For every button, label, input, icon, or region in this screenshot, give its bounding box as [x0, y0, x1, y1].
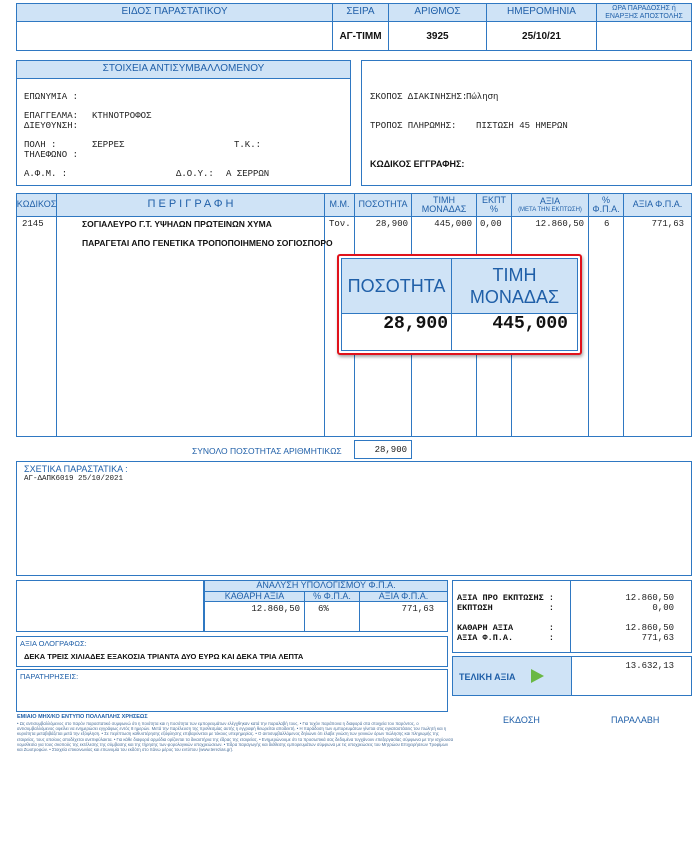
callout-price-header: ΤΙΜΗ ΜΟΝΑΔΑΣ	[451, 258, 578, 314]
payment-label: ΤΡΟΠΟΣ ΠΛΗΡΩΜΗΣ:	[370, 121, 457, 131]
vat-analysis-title: ΑΝΑΛΥΣΗ ΥΠΟΛΟΓΙΣΜΟΥ Φ.Π.Α.	[204, 580, 448, 592]
col-divider	[324, 216, 325, 437]
purpose-value: Πώληση	[466, 92, 499, 102]
row-note: ΠΑΡΑΓΕΤΑΙ ΑΠΟ ΓΕΝΕΤΙΚΑ ΤΡΟΠΟΠΟΙΗΜΕΝΟ ΣΟΓΙΟΣΠΟΡΟ	[82, 238, 333, 248]
vat-pct-value: 6%	[318, 604, 329, 614]
dispatch-header: ΩΡΑ ΠΑΡΑΔΟΣΗΣ ή ΕΝΑΡΞΗΣ ΑΠΟΣΤΟΛΗΣ	[596, 3, 692, 22]
col-discount-header: ΕΚΠΤ %	[476, 193, 512, 217]
col-unit-header: Μ.Μ.	[324, 193, 355, 217]
city-value: ΣΕΡΡΕΣ	[92, 140, 125, 150]
payment-value: ΠΙΣΤΩΣΗ 45 ΗΜΕΡΩΝ	[476, 121, 568, 131]
record-label: ΚΩΔΙΚΟΣ ΕΓΓΡΑΦΗΣ:	[370, 159, 465, 169]
vat-net-header: ΚΑΘΑΡΗ ΑΞΙΑ	[204, 591, 305, 602]
row-quantity: 28,900	[375, 219, 408, 229]
number-header: ΑΡΙΘΜΟΣ	[388, 3, 487, 22]
fine-print: • Ως αντισυμβαλλόμενος στο παρόν παραστατικό συμφωνώ ότι η ποιότητα και η ποσότητα των εμπορευμάτων ελέγχθηκαν κατά την παραλαβή τους. • Για τυχόν παράπονα η διαφορά στα στοιχεία του παρόντος, ο αντισυμβαλλόμενος οφείλει να ενημερώσει εγγράφως εντός 8 ημερών. Μετά την παρέλευση της προθεσμίας αυτής η εγγραφή θεωρείται αποδεκτή. • Η παράδοση των εμπορευμάτων γίνεται στις εγκαταστάσεις του πωλητή και η κυριότητα μεταβιβάζεται μετά την εξόφληση. • Σε περίπτωση καθυστέρησης εξόφλησης επιβαρύνεται με τόκους υπερημερίας. • Ο αντισυμβαλλόμενος δηλώνει ότι έλαβε γνώση των γενικών όρων πώλησης και πληρωμής της εταιρείας, τους οποίους αποδέχεται ανεπιφύλακτα. • Για κάθε διαφορά αρμόδια ορίζονται τα δικαστήρια της έδρας της εταιρείας. • Ενημερώνουμε ότι τα προσωπικά σας δεδομένα τυγχάνουν επεξεργασίας σύμφωνα με την ισχύουσα νομοθεσία για τους σκοπούς της εκτέλεσης της σύμβασης και της τήρησης των φορολογικών υποχρεώσεων. • Έδρα παραγωγής και διάθεσης εμπορευμάτων σύμφωνα με τις υποχρεώσεις του Μητρώου Επιχειρήσεων Τροφίμων και Ζωοτροφών. • Στοιχεία επικοινωνίας και επωνυμία του εκδότη στο πάνω μέρος του εντύπου (www.terezias.gr).	[17, 721, 454, 753]
name-label: ΕΠΩΝΥΜΙΑ :	[24, 92, 79, 102]
number-value: 3925	[426, 30, 449, 42]
net-label: ΚΑΘΑΡΗ ΑΞΙΑ :	[457, 623, 554, 633]
row-unit: Τον.	[329, 219, 351, 229]
col-vat-value-header: ΑΞΙΑ Φ.Π.Α.	[623, 193, 692, 217]
remarks-box	[16, 669, 448, 712]
final-value: 13.632,13	[625, 661, 674, 671]
total-quantity-value: 28,900	[374, 444, 407, 455]
vat-value: 771,63	[401, 604, 434, 614]
row-description: ΣΟΓΙΑΛΕΥΡΟ Γ.Τ. ΥΨΗΛΩΝ ΠΡΩΤΕΙΝΩΝ ΧΥΜΑ	[82, 219, 272, 229]
arrow-right-icon	[531, 669, 544, 683]
words-label: ΑΞΙΑ ΟΛΟΓΡΑΦΩΣ:	[20, 639, 87, 648]
total-quantity-label: ΣΥΝΟΛΟ ΠΟΣΟΤΗΤΑΣ ΑΡΙΘΜΗΤΙΚΩΣ	[192, 446, 342, 456]
date-header: ΗΜΕΡΟΜΗΝΙΑ	[486, 3, 597, 22]
col-divider	[588, 216, 589, 437]
discount-value: 0,00	[652, 603, 674, 613]
col-vat-pct-header: % Φ.Π.Α.	[588, 193, 624, 217]
discount-label: ΕΚΠΤΩΣΗ :	[457, 603, 554, 613]
row-vat-pct: 6	[604, 219, 610, 229]
phone-label: ΤΗΛΕΦΩΝΟ :	[24, 150, 79, 160]
purpose-label: ΣΚΟΠΟΣ ΔΙΑΚΙΝΗΣΗΣ:	[370, 92, 468, 102]
doc-type-cell	[16, 21, 333, 51]
series-header: ΣΕΙΡΑ	[332, 3, 389, 22]
callout-quantity-header: ΠΟΣΟΤΗΤΑ	[341, 258, 452, 314]
net-value: 12.860,50	[625, 623, 674, 633]
final-label: ΤΕΛΙΚΗ ΑΞΙΑ	[459, 672, 516, 682]
callout-price-value: 445,000	[492, 314, 568, 334]
series-cell	[332, 21, 389, 51]
col-value-note: (ΜΕΤΑ ΤΗΝ ΕΚΠΤΩΣΗ)	[518, 206, 582, 213]
col-divider	[56, 216, 57, 437]
col-code-header: ΚΩΔΙΚΟΣ	[16, 193, 57, 217]
doc-type-header: ΕΙΔΟΣ ΠΑΡΑΣΤΑΤΙΚΟΥ	[16, 3, 333, 22]
related-docs-label: ΣΧΕΤΙΚΑ ΠΑΡΑΣΤΑΤΙΚΑ :	[24, 464, 128, 474]
col-divider	[570, 580, 571, 653]
vat-total-label: ΑΞΙΑ Φ.Π.Α. :	[457, 633, 554, 643]
issue-label: ΕΚΔΟΣΗ	[503, 715, 540, 725]
col-unit-price-header: ΤΙΜΗ ΜΟΝΑΔΑΣ	[411, 193, 477, 217]
zoom-callout	[337, 254, 582, 355]
col-divider	[304, 601, 305, 632]
series-value: ΑΓ-ΤΙΜΜ	[339, 30, 382, 42]
related-docs-value: ΑΓ-ΔΑΠΚ6019 25/10/2021	[24, 475, 124, 483]
before-discount-label: ΑΞΙΑ ΠΡΟ ΕΚΠΤΩΣΗΣ :	[457, 593, 554, 603]
col-divider	[623, 216, 624, 437]
row-value: 12.860,50	[535, 219, 584, 229]
vat-value-header: ΑΞΙΑ Φ.Π.Α.	[359, 591, 448, 602]
row-discount: 0,00	[480, 219, 502, 229]
multi-use-note: ΕΜΙΑΙΟ ΜΗΧ/ΚΟ ΕΝΤΥΠΟ ΠΟΛΛΑΠΛΗΣ ΧΡΗΣΕΩΣ	[17, 714, 148, 720]
city-label: ΠΟΛΗ :	[24, 140, 57, 150]
vat-total-value: 771,63	[641, 633, 674, 643]
total-quantity-cell	[354, 440, 412, 459]
tk-label: Τ.Κ.:	[234, 140, 262, 150]
receive-label: ΠΑΡΑΛΑΒΗ	[611, 715, 660, 725]
dispatch-cell	[596, 21, 692, 51]
row-vat-value: 771,63	[651, 219, 684, 229]
final-label-cell	[452, 656, 572, 696]
remarks-label: ΠΑΡΑΤΗΡΗΣΕΙΣ:	[20, 672, 79, 681]
counterparty-title: ΣΤΟΙΧΕΙΑ ΑΝΤΙΣΥΜΒΑΛΛΟΜΕΝΟΥ	[16, 60, 351, 79]
col-value-title: ΑΞΙΑ	[539, 196, 561, 207]
col-description-header: Π Ε Ρ Ι Γ Ρ Α Φ Η	[56, 193, 325, 217]
date-cell	[486, 21, 597, 51]
number-cell	[388, 21, 487, 51]
address-label: ΔΙΕΥΘΥΝΣΗ:	[24, 121, 79, 131]
vat-pct-header: % Φ.Π.Α.	[304, 591, 360, 602]
row-code: 2145	[22, 219, 44, 229]
profession-label: ΕΠΑΓΓΕΛΜΑ:	[24, 111, 79, 121]
afm-label: Α.Φ.Μ. :	[24, 169, 68, 179]
callout-quantity-value: 28,900	[383, 314, 448, 334]
date-value: 25/10/21	[522, 30, 561, 42]
col-value-header	[511, 193, 589, 217]
words-value: ΔΕΚΑ ΤΡΕΙΣ ΧΙΛΙΑΔΕΣ ΕΞΑΚΟΣΙΑ ΤΡΙΑΝΤΑ ΔΥΟ ΕΥΡΩ ΚΑΙ ΔΕΚΑ ΤΡΙΑ ΛΕΠΤΑ	[24, 652, 304, 661]
col-quantity-header: ΠΟΣΟΤΗΤΑ	[354, 193, 412, 217]
vat-net-value: 12.860,50	[251, 604, 300, 614]
before-discount-value: 12.860,50	[625, 593, 674, 603]
doy-label: Δ.Ο.Υ.:	[176, 169, 214, 179]
row-unit-price: 445,000	[434, 219, 472, 229]
profession-value: ΚΤΗΝΟΤΡΟΦΟΣ	[92, 111, 152, 121]
doy-value: Α ΣΕΡΡΩΝ	[226, 169, 270, 179]
col-divider	[359, 601, 360, 632]
vat-left-box	[16, 580, 204, 632]
